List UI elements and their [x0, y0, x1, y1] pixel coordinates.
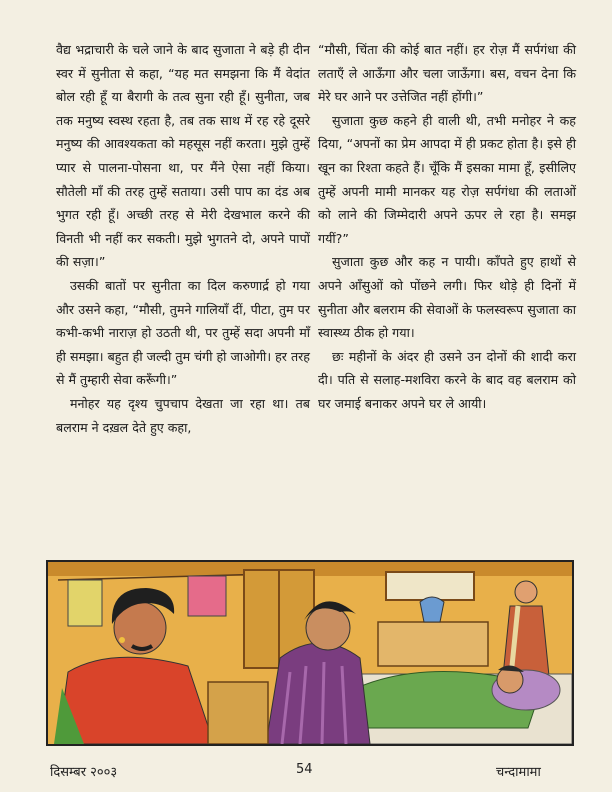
paragraph: मनोहर यह दृश्य चुपचाप देखता जा रहा था। तब बलराम ने दख़ल देते हुए कहा, [56, 395, 310, 435]
paragraph: छः महीनों के अंदर ही उसने उन दोनों की शादी करा दी। पति से सलाह-मशविरा करने के बाद वह बलराम को घर जमाई बनाकर अपने घर ले आयी। [318, 348, 576, 411]
story-illustration [46, 560, 574, 746]
paragraph: “मौसी, चिंता की कोई बात नहीं। हर रोज़ मैं सर्पगंधा की लताएँ ले आऊँगा और चला जाऊँगा। बस, वचन देना कि मेरे घर आने पर उत्तेजित नहीं होंगी।” [318, 42, 576, 105]
paragraph: उसकी बातों पर सुनीता का दिल करुणार्द्र हो गया और उसने कहा, “मौसी, तुमने गालियाँ दीं, पीटा, तुम पर कभी-कभी नाराज़ हो उठती थी, पर तुम्हें सदा अपनी माँ ही समझा। बहुत ही जल्दी तुम चंगी हो जाओगी। हर तरह से मैं तुम्हारी सेवा करूँगी।” [56, 277, 310, 388]
magazine-name: चन्दामामा [496, 765, 541, 780]
page-number: 54 [296, 762, 313, 777]
story-column-right [318, 38, 576, 416]
paragraph: सुजाता कुछ कहने ही वाली थी, तभी मनोहर ने कह दिया, “अपनों का प्रेम आपदा में ही प्रकट होता है। इसे ही खून का रिश्ता कहते हैं। चूँकि मैं इसका मामा हूँ, इसीलिए तुम्हें अपनी मामी मानकर यह रोज़ सर्पगंधा की लताओं को लाने की जिम्मेदारी अपने ऊपर ले रहा है। समझ गयीं?” [318, 112, 576, 246]
illustration-drawing [48, 562, 572, 744]
footer-date: दिसम्बर २००३ [50, 765, 118, 780]
story-column-left [56, 38, 310, 439]
paragraph: सुजाता कुछ और कह न पायी। काँपते हुए हाथों से अपने आँसुओं को पोंछने लगी। फिर थोड़े ही दिनों में सुनीता और बलराम की सेवाओं के फलस्वरूप सुजाता का स्वास्थ्य ठीक हो गया। [318, 254, 576, 341]
paragraph: वैद्य भद्राचारी के चले जाने के बाद सुजाता ने बड़े ही दीन स्वर में सुनीता से कहा, “यह मत समझना कि मैं वेदांत बोल रही हूँ या बैरागी के तत्व सुना रही हूँ। सुनीता, जब तक मनुष्य स्वस्थ रहता है, तब तक साथ में रह रहे दूसरे मनुष्य की आवश्यकता को महसूस नहीं करता। मुझे तुम्हें प्यार से पालना-पोसना था, पर मैंने ऐसा नहीं किया। सौतेली माँ की तरह तुम्हें सताया। उसी पाप का दंड अब भुगत रही हूँ। अच्छी तरह से मेरी देखभाल करने की विनती भी नहीं कर सकती। मुझे भुगतने दो, अपने पापों की सज़ा।” [56, 42, 310, 270]
